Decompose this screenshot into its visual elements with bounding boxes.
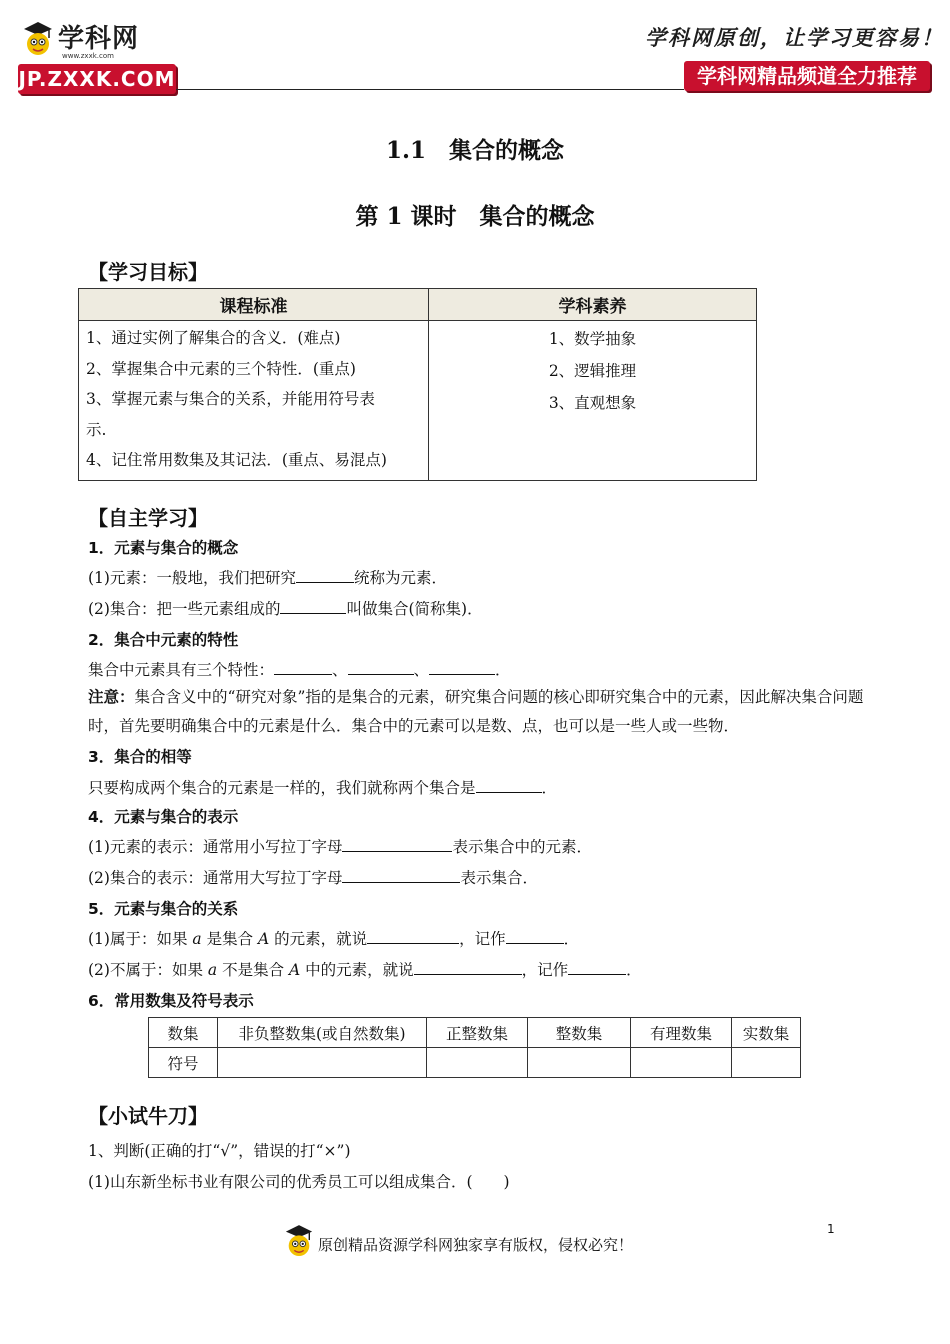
literacy-item: 2、逻辑推理: [548, 362, 637, 380]
fill-blank[interactable]: [506, 929, 564, 944]
text: 的元素，就说: [269, 930, 368, 948]
literacy-cell: [429, 321, 757, 481]
fill-blank[interactable]: [367, 929, 459, 944]
section-4-line-1: [88, 835, 592, 857]
var-A: A: [258, 930, 270, 948]
objectives-col-standard: 课程标准: [79, 289, 429, 321]
section-3-title: 3．集合的相等: [88, 748, 192, 766]
section-6-title: 6．常用数集及符号表示: [88, 992, 254, 1010]
section-5-line-1: [88, 927, 579, 949]
fill-blank[interactable]: [568, 960, 626, 975]
lesson-subtitle: 第 1 课时 集合的概念: [355, 203, 595, 230]
table-cell: 有理数集: [631, 1018, 732, 1048]
page-title: 1.1 集合的概念: [385, 137, 564, 164]
practice-question-1-1: (1)山东新坐标书业有限公司的优秀员工可以组成集合．( ): [88, 1173, 510, 1191]
text: ．: [626, 961, 642, 979]
logo-text: 学科网: [58, 24, 140, 54]
table-answer-cell[interactable]: [732, 1048, 801, 1078]
text: 集合中元素具有三个特性：: [88, 661, 275, 679]
literacy-item: 1、数学抽象: [548, 330, 637, 348]
text: 中的元素，就说: [300, 961, 414, 979]
objectives-col-literacy: 学科素养: [429, 289, 757, 321]
text: ，记作: [521, 961, 569, 979]
text: 叫做集合(简称集)．: [346, 600, 483, 618]
fill-blank[interactable]: [348, 660, 414, 675]
standard-item: 1、通过实例了解集合的含义．(难点): [86, 329, 341, 347]
text: ，记作: [459, 930, 506, 948]
text: ．: [541, 779, 558, 797]
mascot-icon: [284, 1222, 314, 1260]
fill-blank[interactable]: [342, 868, 460, 883]
fill-blank[interactable]: [414, 960, 522, 975]
note-text: 集合含义中的“研究对象”指的是集合的元素，研究集合问题的核心即研究集合中的元素，因此解决集合问题时，首先要明确集合中的元素是什么．集合中的元素可以是数、点，也可以是一些人或一些物．: [88, 688, 864, 735]
text: (1)属于：如果: [88, 930, 193, 948]
text: (2)集合：把一些元素组成的: [88, 600, 281, 618]
section-5-line-2: [88, 958, 642, 980]
page-number: 1: [827, 1222, 835, 1236]
separator: 、: [413, 661, 430, 679]
var-a: a: [207, 961, 218, 979]
text: (1)元素：一般地，我们把研究: [88, 569, 296, 587]
section-2-line-1: [88, 658, 511, 680]
literacy-item: 3、直观想象: [548, 394, 637, 412]
standard-item: 2、掌握集合中元素的三个特性．(重点): [86, 359, 356, 378]
table-answer-cell[interactable]: [528, 1048, 631, 1078]
objectives-heading: 【学习目标】: [88, 260, 208, 284]
table-answer-cell[interactable]: [631, 1048, 732, 1078]
section-1-line-2: [88, 597, 483, 619]
section-4-line-2: [88, 866, 538, 888]
fill-blank[interactable]: [280, 599, 346, 614]
logo-badge: [18, 64, 176, 94]
standard-item: 示.: [86, 420, 107, 439]
table-cell: 整数集: [528, 1018, 631, 1048]
text: 统称为元素．: [353, 569, 447, 587]
table-answer-cell[interactable]: [427, 1048, 528, 1078]
text: (1)元素的表示：通常用小写拉丁字母: [88, 838, 343, 856]
fill-blank[interactable]: [274, 660, 332, 675]
table-cell: 数集: [149, 1018, 218, 1048]
logo-badge-text: JP.ZXXK.COM: [18, 67, 176, 91]
recommend-banner: [684, 61, 930, 91]
text: 不是集合: [217, 961, 289, 979]
standard-item: 3、掌握元素与集合的关系，并能用符号表: [86, 390, 375, 408]
self-study-heading: 【自主学习】: [88, 506, 208, 530]
mascot-icon: [22, 20, 54, 58]
fill-blank[interactable]: [429, 660, 495, 675]
table-cell: 符号: [149, 1048, 218, 1078]
logo-url: www.zxxk.com: [62, 52, 114, 60]
text: 只要构成两个集合的元素是一样的，我们就称两个集合是: [88, 779, 476, 797]
note-label: 注意：: [88, 688, 135, 706]
note-paragraph: [88, 683, 868, 741]
separator: 、: [332, 661, 348, 679]
header-divider: [176, 89, 684, 90]
text: ．: [495, 661, 511, 679]
var-A: A: [289, 961, 301, 979]
var-a: a: [192, 930, 202, 948]
text: ．: [563, 930, 580, 948]
section-1-title: 1．元素与集合的概念: [88, 539, 239, 557]
recommend-text: 学科网精品频道全力推荐: [697, 64, 917, 88]
text: (2)集合的表示：通常用大写拉丁字母: [88, 869, 343, 887]
table-cell: 正整数集: [427, 1018, 528, 1048]
table-answer-cell[interactable]: [218, 1048, 427, 1078]
section-1-line-1: [88, 566, 447, 588]
table-cell: 非负整数集(或自然数集): [218, 1018, 427, 1048]
objectives-table: [78, 288, 757, 481]
footer-copyright: 原创精品资源学科网独家享有版权，侵权必究！: [318, 1236, 634, 1254]
text: (2)不属于：如果: [88, 961, 208, 979]
section-4-title: 4．元素与集合的表示: [88, 808, 239, 826]
header-slogan: 学科网原创，让学习更容易！: [645, 25, 944, 50]
table-cell: 实数集: [732, 1018, 801, 1048]
section-5-title: 5．元素与集合的关系: [88, 900, 239, 918]
section-2-title: 2．集合中元素的特性: [88, 631, 239, 649]
standards-cell: [79, 321, 429, 481]
fill-blank[interactable]: [342, 837, 452, 852]
practice-question-1: 1、判断(正确的打“√”，错误的打“×”): [88, 1142, 351, 1160]
fill-blank[interactable]: [296, 568, 354, 583]
standard-item: 4、记住常用数集及其记法．(重点、易混点): [86, 451, 387, 469]
section-3-line-1: [88, 776, 557, 798]
text: 表示集合．: [460, 869, 538, 887]
number-sets-table: [148, 1017, 801, 1078]
text: 表示集合中的元素．: [452, 838, 592, 856]
text: 是集合: [201, 930, 258, 948]
practice-heading: 【小试牛刀】: [88, 1104, 208, 1128]
fill-blank[interactable]: [476, 778, 542, 793]
